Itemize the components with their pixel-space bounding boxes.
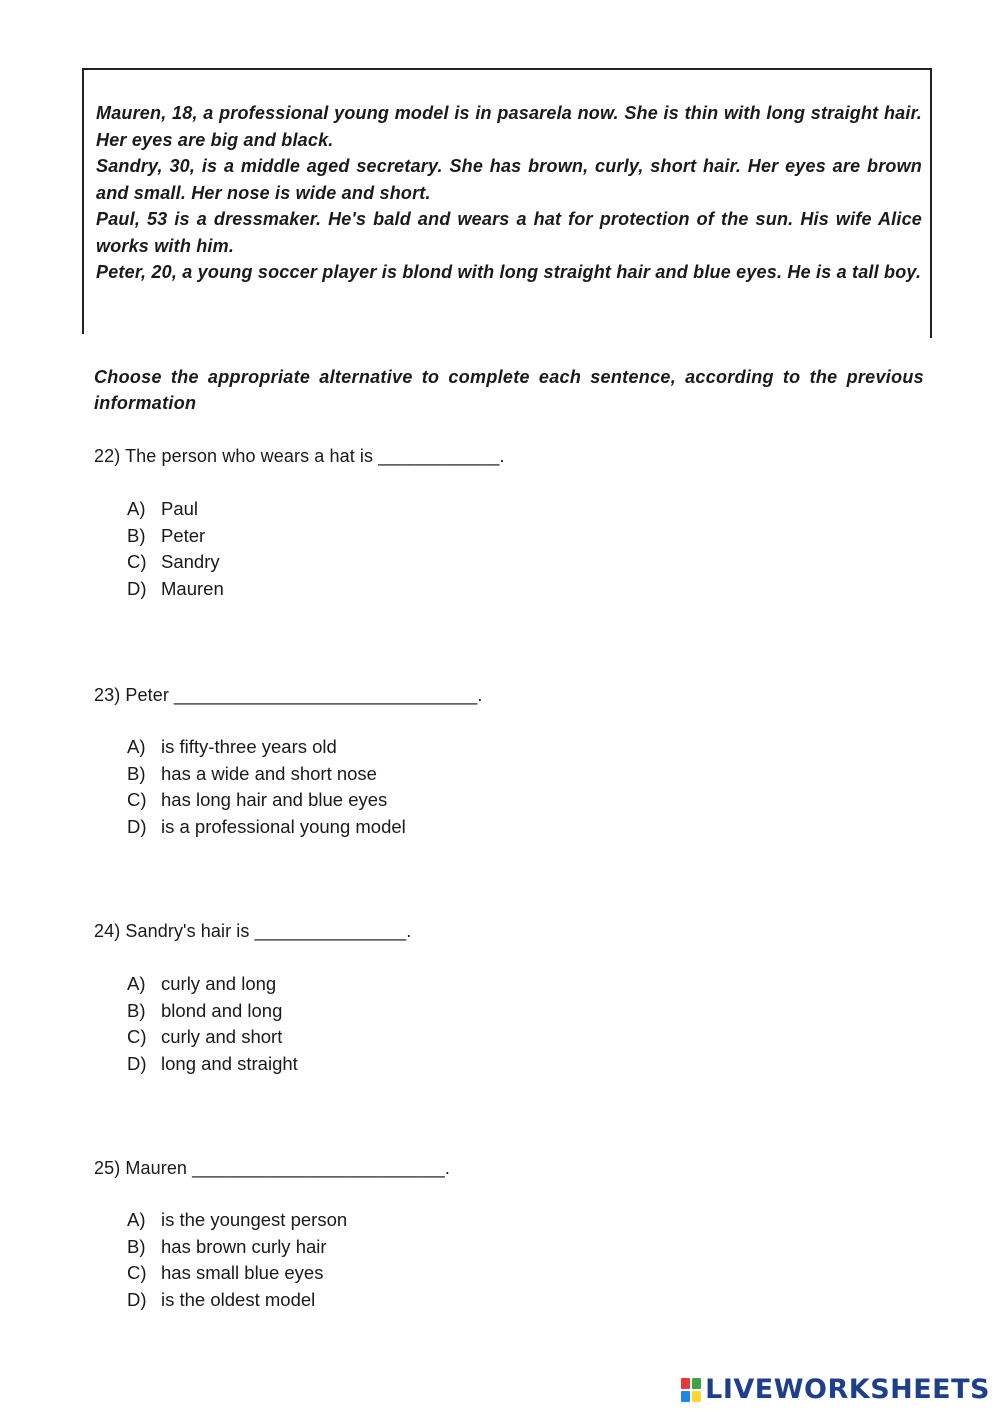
question-23-options bbox=[127, 734, 406, 840]
option-c[interactable] bbox=[127, 1260, 347, 1287]
option-d[interactable] bbox=[127, 576, 224, 603]
option-letter: B) bbox=[127, 999, 146, 1021]
option-text: is the oldest model bbox=[161, 1288, 316, 1310]
question-22-prompt: 22) The person who wears a hat is ____________. bbox=[94, 446, 505, 466]
option-text: long and straight bbox=[161, 1052, 298, 1074]
option-text: is a professional young model bbox=[161, 815, 406, 837]
logo-square-yellow bbox=[692, 1391, 701, 1402]
option-text: has small blue eyes bbox=[161, 1262, 324, 1283]
option-text: has long hair and blue eyes bbox=[161, 789, 388, 810]
option-letter: C) bbox=[127, 789, 147, 810]
option-letter: D) bbox=[127, 1052, 147, 1074]
option-text: Paul bbox=[161, 498, 199, 519]
option-b[interactable] bbox=[127, 523, 224, 550]
option-c[interactable] bbox=[127, 549, 224, 576]
option-c[interactable] bbox=[127, 787, 406, 814]
option-a[interactable] bbox=[127, 496, 224, 523]
question-25-prompt: 25) Mauren _________________________. bbox=[94, 1158, 451, 1178]
option-a[interactable] bbox=[127, 734, 406, 761]
option-letter: B) bbox=[127, 762, 146, 784]
option-letter: B) bbox=[127, 524, 146, 546]
option-letter: A) bbox=[127, 1209, 146, 1230]
question-24-prompt: 24) Sandry's hair is _______________. bbox=[94, 921, 412, 941]
option-text: Peter bbox=[161, 524, 206, 546]
option-letter: D) bbox=[127, 577, 147, 599]
logo-square-blue bbox=[681, 1391, 690, 1402]
option-letter: C) bbox=[127, 1262, 147, 1283]
option-text: curly and long bbox=[161, 973, 277, 994]
question-25-options bbox=[127, 1207, 347, 1313]
option-text: is the youngest person bbox=[161, 1209, 348, 1230]
logo-mark-icon bbox=[681, 1378, 701, 1402]
passage-paragraph-sandry: Sandry, 30, is a middle aged secretary. She has brown, curly, short hair. Her eyes are brown and small. Her nose is wide and short. bbox=[96, 156, 922, 203]
option-b[interactable] bbox=[127, 1234, 347, 1261]
option-letter: A) bbox=[127, 736, 146, 757]
logo-square-red bbox=[681, 1378, 690, 1389]
option-text: Sandry bbox=[161, 551, 220, 572]
option-a[interactable] bbox=[127, 1207, 347, 1234]
option-a[interactable] bbox=[127, 971, 298, 998]
passage-paragraph-paul: Paul, 53 is a dressmaker. He's bald and wears a hat for protection of the sun. His wife Alice works with him. bbox=[96, 209, 922, 256]
option-d[interactable] bbox=[127, 1051, 298, 1078]
instruction-text: Choose the appropriate alternative to complete each sentence, according to the previous information bbox=[94, 367, 924, 413]
option-text: curly and short bbox=[161, 1026, 283, 1047]
option-text: has a wide and short nose bbox=[161, 762, 377, 784]
option-letter: D) bbox=[127, 815, 147, 837]
option-text: blond and long bbox=[161, 999, 283, 1021]
option-letter: A) bbox=[127, 973, 146, 994]
option-letter: A) bbox=[127, 498, 146, 519]
option-b[interactable] bbox=[127, 998, 298, 1025]
option-d[interactable] bbox=[127, 814, 406, 841]
option-text: has brown curly hair bbox=[161, 1235, 327, 1257]
logo-text: LIVEWORKSHEETS bbox=[705, 1374, 990, 1405]
option-d[interactable] bbox=[127, 1287, 347, 1314]
option-letter: D) bbox=[127, 1288, 147, 1310]
option-letter: C) bbox=[127, 551, 147, 572]
question-24-options bbox=[127, 971, 298, 1077]
option-letter: B) bbox=[127, 1235, 146, 1257]
passage-box bbox=[82, 68, 932, 334]
liveworksheets-logo bbox=[681, 1374, 990, 1405]
option-b[interactable] bbox=[127, 761, 406, 788]
question-22-options bbox=[127, 496, 224, 602]
option-text: Mauren bbox=[161, 577, 224, 599]
question-23-prompt: 23) Peter ______________________________. bbox=[94, 685, 483, 705]
option-text: is fifty-three years old bbox=[161, 736, 337, 757]
option-c[interactable] bbox=[127, 1024, 298, 1051]
passage-text bbox=[96, 100, 922, 286]
passage-paragraph-peter: Peter, 20, a young soccer player is blond with long straight hair and blue eyes. He is a tall boy. bbox=[96, 262, 922, 282]
logo-square-green bbox=[692, 1378, 701, 1389]
passage-paragraph-mauren: Mauren, 18, a professional young model is in pasarela now. She is thin with long straight hair. Her eyes are big and black. bbox=[96, 103, 922, 150]
option-letter: C) bbox=[127, 1026, 147, 1047]
